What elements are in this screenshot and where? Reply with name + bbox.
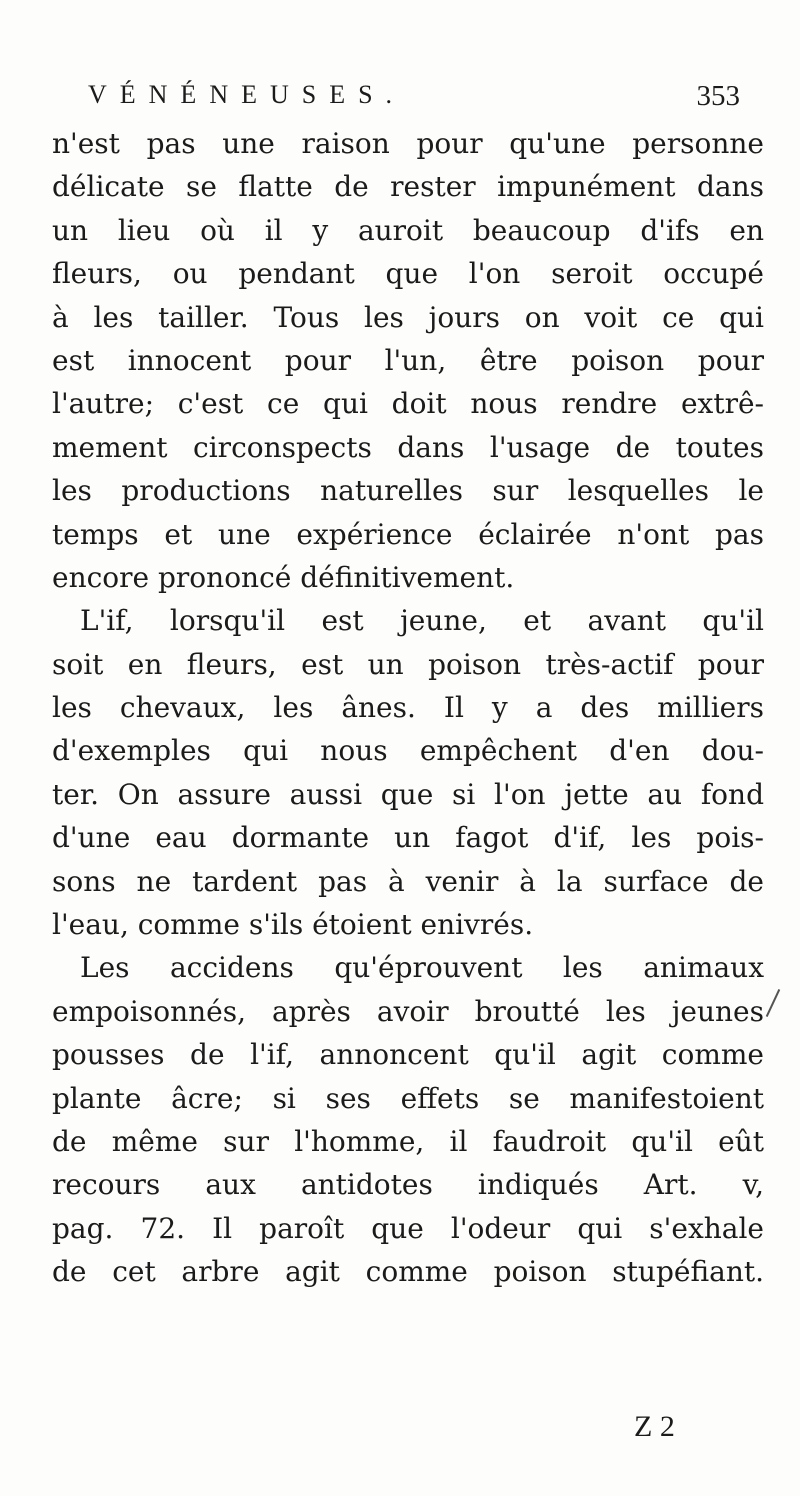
text-line: soit en fleurs, est un poison très-actif pour	[52, 647, 764, 681]
margin-mark	[766, 989, 780, 1017]
text-line: temps et une expérience éclairée n'ont pas	[52, 517, 764, 551]
text-line: n'est pas une raison pour qu'une personne	[52, 127, 764, 160]
paragraph-end-line: encore prononcé définitivement.	[52, 560, 515, 594]
text-line: de même sur l'homme, il faudroit qu'il eût	[52, 1124, 764, 1158]
text-line: est innocent pour l'un, être poison pour	[52, 343, 764, 377]
text-line: pousses de l'if, annoncent qu'il agit comme	[52, 1038, 764, 1072]
text-line: les chevaux, les ânes. Il y a des milliers	[52, 691, 764, 725]
text-line: à les tailler. Tous les jours on voit ce qui	[52, 300, 764, 334]
paragraph-end-line: l'eau, comme s'ils étoient enivrés.	[52, 908, 534, 942]
text-line: ter. On assure aussi que si l'on jette au fond	[52, 777, 764, 811]
text-line: l'autre; c'est ce qui doit nous rendre extrê-	[52, 387, 764, 421]
signature-mark: Z 2	[634, 1410, 675, 1443]
text-line: un lieu où il y auroit beaucoup d'ifs en	[52, 213, 764, 247]
text-line: de cet arbre agit comme poison stupéfiant.	[52, 1255, 764, 1289]
text-line: fleurs, ou pendant que l'on seroit occupé	[52, 257, 764, 291]
paragraph-first-line: Les accidens qu'éprouvent les animaux	[80, 951, 764, 985]
body-text	[52, 122, 764, 1294]
text-line: mement circonspects dans l'usage de toutes	[52, 430, 764, 464]
text-line: empoisonnés, après avoir broutté les jeunes	[52, 994, 764, 1028]
text-line: sons ne tardent pas à venir à la surface de	[52, 864, 764, 898]
paragraph-first-line: L'if, lorsqu'il est jeune, et avant qu'il	[80, 604, 764, 638]
running-title: VÉNÉNEUSES.	[88, 80, 406, 109]
text-line: les productions naturelles sur lesquelles le	[52, 474, 764, 508]
text-line: pag. 72. Il paroît que l'odeur qui s'exhale	[52, 1211, 764, 1245]
running-head	[88, 80, 740, 116]
text-line: recours aux antidotes indiqués Art. v,	[52, 1168, 764, 1202]
page-number: 353	[696, 80, 740, 112]
text-line: plante âcre; si ses effets se manifestoient	[52, 1081, 764, 1115]
text-line: délicate se flatte de rester impunément dans	[52, 170, 764, 204]
text-line: d'une eau dormante un fagot d'if, les pois-	[52, 821, 764, 855]
text-line: d'exemples qui nous empêchent d'en dou-	[52, 734, 764, 768]
